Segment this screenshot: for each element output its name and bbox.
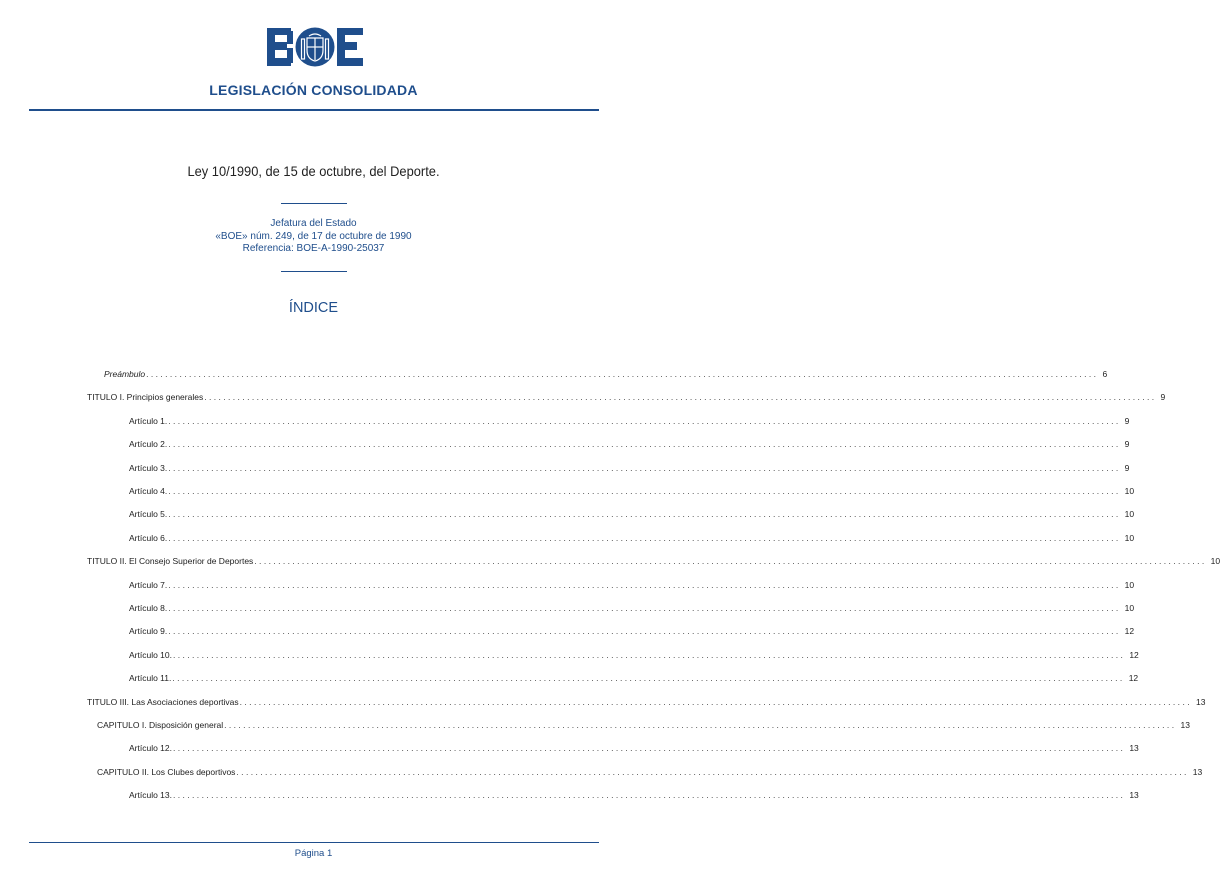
toc-dot-leader: ........................................................................................................................................................................................................: [168, 603, 1121, 613]
toc-entry[interactable]: [129, 509, 1135, 523]
toc-entry-page: 9: [1124, 462, 1130, 473]
toc-entry[interactable]: [129, 532, 1135, 547]
toc-entry-label: Artículo 10.: [129, 649, 172, 660]
toc-dot-leader: ........................................................................................................................................................................................................: [173, 790, 1126, 801]
toc-entry-label: Artículo 9.: [129, 626, 168, 637]
toc-entry-label: Preámbulo: [104, 369, 146, 379]
toc-dot-leader: ........................................................................................................................................................................................................: [254, 556, 1207, 567]
document-reference: Referencia: BOE-A-1990-25037: [242, 243, 385, 254]
toc-dot-leader: ........................................................................................................................................................................................................: [168, 462, 1121, 473]
toc-entry-label: CAPITULO II. Los Clubes deportivos: [97, 766, 236, 777]
toc-entry[interactable]: [129, 743, 1139, 757]
toc-entry-label: TITULO II. El Consejo Superior de Deportes: [87, 556, 254, 567]
toc-entry-label: Artículo 4.: [129, 486, 168, 496]
title-divider-bottom: [281, 271, 347, 272]
toc-entry-label: Artículo 3.: [129, 462, 168, 473]
toc-entry[interactable]: [97, 766, 1203, 781]
toc-dot-leader: ........................................................................................................................................................................................................: [146, 369, 1099, 379]
toc-dot-leader: ........................................................................................................................................................................................................: [173, 743, 1126, 754]
toc-entry-label: CAPITULO I. Disposición general: [97, 720, 224, 730]
toc-entry-label: TITULO III. Las Asociaciones deportivas: [87, 696, 239, 707]
toc-dot-leader: ........................................................................................................................................................................................................: [168, 439, 1121, 450]
toc-entry[interactable]: [129, 579, 1135, 594]
header-divider: [29, 109, 599, 111]
toc-entry-page: 13: [1192, 766, 1203, 777]
toc-entry-label: Artículo 12.: [129, 743, 172, 754]
toc-entry-label: Artículo 7.: [129, 579, 168, 590]
toc-entry[interactable]: [97, 720, 1190, 734]
toc-dot-leader: ........................................................................................................................................................................................................: [204, 392, 1157, 403]
document-publication: «BOE» núm. 249, de 17 de octubre de 1990: [215, 230, 412, 242]
toc-entry[interactable]: [104, 369, 1108, 383]
toc-entry[interactable]: [87, 556, 1220, 570]
toc-dot-leader: ........................................................................................................................................................................................................: [168, 509, 1121, 520]
toc-dot-leader: ........................................................................................................................................................................................................: [224, 720, 1177, 730]
toc-entry-page: 13: [1180, 720, 1190, 730]
toc-entry[interactable]: [129, 790, 1139, 804]
toc-entry-page: 10: [1210, 556, 1220, 567]
toc-entry-page: 13: [1195, 696, 1206, 707]
toc-entry[interactable]: [87, 696, 1206, 711]
boe-logo: [267, 27, 363, 67]
toc-entry-page: 10: [1124, 603, 1135, 613]
toc-entry[interactable]: [129, 439, 1130, 453]
toc-entry-label: Artículo 5.: [129, 509, 168, 520]
toc-entry-page: 12: [1129, 649, 1139, 660]
index-title: ÍNDICE: [288, 300, 339, 316]
toc-entry[interactable]: [129, 673, 1139, 687]
toc-entry[interactable]: [129, 486, 1135, 500]
document-source: [0, 218, 627, 256]
toc-entry-page: 9: [1124, 439, 1130, 450]
document-title: Ley 10/1990, de 15 de octubre, del Deporte.: [187, 163, 440, 179]
toc-dot-leader: ........................................................................................................................................................................................................: [168, 532, 1121, 543]
toc-entry[interactable]: [129, 462, 1130, 477]
toc-entry-label: Artículo 11.: [129, 673, 172, 684]
toc-entry-label: Artículo 8.: [129, 603, 168, 613]
toc-dot-leader: ........................................................................................................................................................................................................: [168, 579, 1121, 590]
toc-entry-label: TITULO I. Principios generales: [87, 392, 204, 403]
toc-entry[interactable]: [129, 649, 1139, 664]
toc-entry-label: Artículo 6.: [129, 532, 168, 543]
toc-dot-leader: ........................................................................................................................................................................................................: [239, 696, 1192, 707]
toc-entry[interactable]: [87, 392, 1166, 406]
toc-entry[interactable]: [129, 415, 1130, 430]
toc-entry-page: 6: [1102, 369, 1108, 379]
header-title: LEGISLACIÓN CONSOLIDADA: [209, 82, 418, 98]
toc-entry-page: 9: [1124, 415, 1130, 426]
title-divider-top: [281, 203, 347, 204]
toc-entry-label: Artículo 13.: [129, 790, 172, 801]
toc-entry-page: 13: [1129, 790, 1139, 801]
toc-dot-leader: ........................................................................................................................................................................................................: [173, 649, 1126, 660]
toc-entry-page: 9: [1160, 392, 1166, 403]
toc-entry-page: 12: [1128, 673, 1139, 684]
toc-entry-page: 10: [1124, 486, 1135, 496]
toc-dot-leader: ........................................................................................................................................................................................................: [168, 486, 1121, 496]
footer-divider: [29, 842, 599, 843]
toc-entry-page: 10: [1124, 509, 1135, 520]
toc-dot-leader: ........................................................................................................................................................................................................: [172, 673, 1125, 684]
toc-dot-leader: ........................................................................................................................................................................................................: [168, 626, 1121, 637]
footer-page-number: Página 1: [294, 848, 333, 859]
toc-entry-label: Artículo 2.: [129, 439, 168, 450]
toc-entry[interactable]: [129, 603, 1135, 617]
toc-entry[interactable]: [129, 626, 1135, 640]
document-issuer: Jefatura del Estado: [270, 218, 357, 229]
toc-dot-leader: ........................................................................................................................................................................................................: [236, 766, 1189, 777]
toc-entry-label: Artículo 1.: [129, 415, 168, 426]
toc-entry-page: 10: [1124, 579, 1135, 590]
toc-entry-page: 13: [1129, 743, 1139, 754]
toc-dot-leader: ........................................................................................................................................................................................................: [168, 415, 1121, 426]
toc-entry-page: 10: [1124, 532, 1135, 543]
toc-entry-page: 12: [1124, 626, 1135, 637]
